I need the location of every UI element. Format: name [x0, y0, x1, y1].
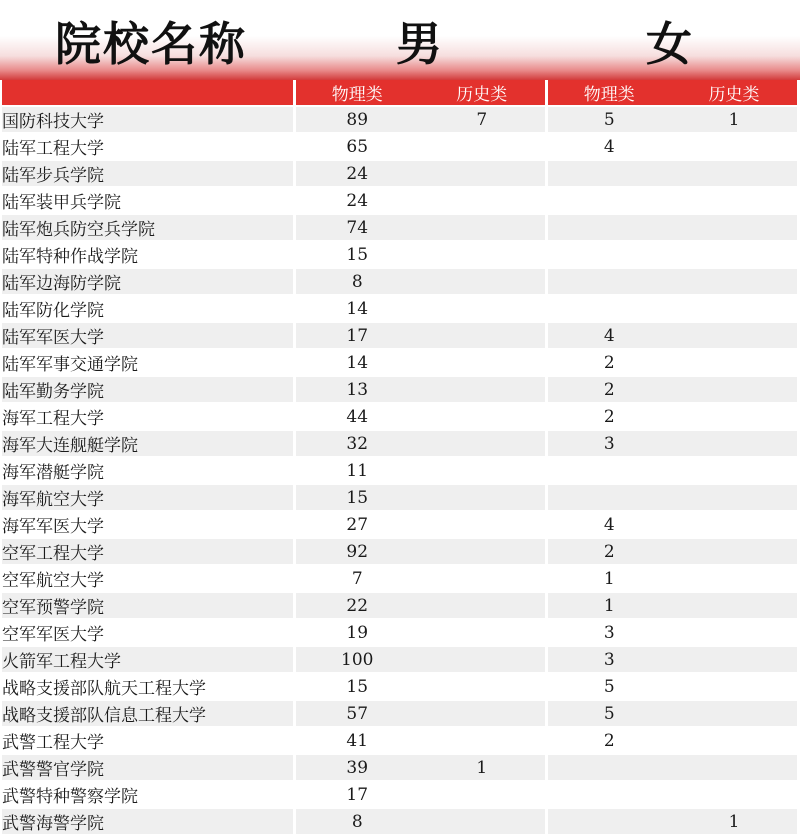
table-row: [2, 781, 797, 808]
female-history-cell: [671, 133, 797, 160]
school-name-cell: 火箭军工程大学: [2, 646, 294, 673]
male-physics-cell: 19: [294, 619, 419, 646]
table-body: [2, 106, 797, 835]
female-history-cell: [671, 214, 797, 241]
female-physics-cell: 1: [546, 592, 671, 619]
female-physics-cell: [546, 781, 671, 808]
female-physics-cell: 4: [546, 511, 671, 538]
female-physics-cell: 3: [546, 646, 671, 673]
male-history-cell: [419, 592, 546, 619]
female-physics-cell: 1: [546, 565, 671, 592]
table-row: [2, 268, 797, 295]
female-history-cell: [671, 403, 797, 430]
table-row: [2, 538, 797, 565]
male-history-cell: [419, 457, 546, 484]
table-row: [2, 349, 797, 376]
male-physics-cell: 14: [294, 295, 419, 322]
male-physics-cell: 13: [294, 376, 419, 403]
male-history-cell: [419, 295, 546, 322]
male-history-cell: [419, 646, 546, 673]
male-physics-cell: 15: [294, 241, 419, 268]
school-name-cell: 武警警官学院: [2, 754, 294, 781]
table-row: [2, 511, 797, 538]
female-history-cell: [671, 160, 797, 187]
female-physics-cell: 5: [546, 700, 671, 727]
table-row: [2, 295, 797, 322]
female-history-cell: [671, 565, 797, 592]
school-name-cell: 陆军边海防学院: [2, 268, 294, 295]
male-history-cell: [419, 538, 546, 565]
female-physics-cell: 4: [546, 322, 671, 349]
male-history-cell: [419, 484, 546, 511]
female-history-cell: [671, 673, 797, 700]
school-name-cell: 空军航空大学: [2, 565, 294, 592]
title-banner: [0, 0, 800, 80]
female-history-cell: [671, 727, 797, 754]
female-physics-cell: [546, 268, 671, 295]
male-history-cell: [419, 727, 546, 754]
female-history-cell: [671, 781, 797, 808]
school-name-cell: 武警工程大学: [2, 727, 294, 754]
male-physics-cell: 92: [294, 538, 419, 565]
table-row: [2, 160, 797, 187]
male-history-cell: 1: [419, 754, 546, 781]
male-physics-cell: 57: [294, 700, 419, 727]
male-history-cell: [419, 619, 546, 646]
female-history-cell: [671, 754, 797, 781]
male-history-cell: [419, 808, 546, 835]
female-history-cell: 1: [671, 808, 797, 835]
school-name-cell: 陆军炮兵防空兵学院: [2, 214, 294, 241]
school-name-cell: 陆军工程大学: [2, 133, 294, 160]
male-physics-cell: 7: [294, 565, 419, 592]
school-name-cell: 陆军防化学院: [2, 295, 294, 322]
subheader-row: [2, 80, 797, 106]
female-physics-cell: 2: [546, 376, 671, 403]
female-history-cell: [671, 511, 797, 538]
female-physics-cell: [546, 214, 671, 241]
female-history-cell: [671, 457, 797, 484]
table-row: [2, 376, 797, 403]
school-name-cell: 陆军步兵学院: [2, 160, 294, 187]
female-history-cell: 1: [671, 106, 797, 133]
table-row: [2, 808, 797, 835]
male-history-cell: [419, 376, 546, 403]
school-name-cell: 陆军军事交通学院: [2, 349, 294, 376]
male-physics-cell: 8: [294, 808, 419, 835]
male-physics-cell: 22: [294, 592, 419, 619]
female-history-cell: [671, 700, 797, 727]
male-history-cell: [419, 511, 546, 538]
male-physics-cell: 100: [294, 646, 419, 673]
table-row: [2, 106, 797, 133]
male-heading: 男: [396, 17, 444, 71]
school-name-cell: 武警特种警察学院: [2, 781, 294, 808]
school-name-cell: 陆军特种作战学院: [2, 241, 294, 268]
table-row: [2, 700, 797, 727]
male-physics-cell: 39: [294, 754, 419, 781]
female-physics-cell: 3: [546, 619, 671, 646]
male-history-cell: [419, 700, 546, 727]
male-physics-cell: 44: [294, 403, 419, 430]
female-history-cell: [671, 619, 797, 646]
female-physics-cell: [546, 295, 671, 322]
male-history-cell: [419, 268, 546, 295]
school-name-cell: 陆军勤务学院: [2, 376, 294, 403]
female-physics-cell: 2: [546, 538, 671, 565]
male-physics-cell: 15: [294, 673, 419, 700]
male-physics-cell: 11: [294, 457, 419, 484]
female-history-cell: [671, 268, 797, 295]
school-name-cell: 海军航空大学: [2, 484, 294, 511]
male-history-cell: [419, 673, 546, 700]
table-row: [2, 727, 797, 754]
table-row: [2, 322, 797, 349]
male-physics-cell: 14: [294, 349, 419, 376]
male-history-cell: [419, 187, 546, 214]
female-physics-cell: 2: [546, 349, 671, 376]
female-history-cell: [671, 322, 797, 349]
table-row: [2, 214, 797, 241]
male-physics-cell: 41: [294, 727, 419, 754]
male-history-cell: [419, 781, 546, 808]
table-row: [2, 484, 797, 511]
table-row: [2, 592, 797, 619]
male-history-cell: [419, 349, 546, 376]
female-physics-cell: [546, 754, 671, 781]
male-history-cell: [419, 565, 546, 592]
male-physics-cell: 24: [294, 160, 419, 187]
male-physics-cell: 27: [294, 511, 419, 538]
admission-table: [2, 80, 797, 836]
school-name-cell: 空军预警学院: [2, 592, 294, 619]
female-history-header: 历史类: [671, 80, 797, 106]
table-row: [2, 430, 797, 457]
female-physics-cell: [546, 808, 671, 835]
school-name-cell: 陆军军医大学: [2, 322, 294, 349]
female-physics-cell: 5: [546, 673, 671, 700]
subheader-blank: [2, 80, 294, 106]
female-physics-cell: [546, 457, 671, 484]
male-physics-cell: 89: [294, 106, 419, 133]
female-history-cell: [671, 376, 797, 403]
table-row: [2, 457, 797, 484]
female-history-cell: [671, 646, 797, 673]
male-history-cell: 7: [419, 106, 546, 133]
female-physics-cell: 2: [546, 727, 671, 754]
female-physics-cell: [546, 484, 671, 511]
female-history-cell: [671, 430, 797, 457]
male-history-cell: [419, 160, 546, 187]
table-row: [2, 565, 797, 592]
table-row: [2, 754, 797, 781]
female-history-cell: [671, 187, 797, 214]
school-name-cell: 武警海警学院: [2, 808, 294, 835]
female-physics-cell: [546, 160, 671, 187]
male-history-cell: [419, 241, 546, 268]
female-history-cell: [671, 349, 797, 376]
male-history-cell: [419, 214, 546, 241]
male-history-cell: [419, 133, 546, 160]
male-history-cell: [419, 322, 546, 349]
female-history-cell: [671, 241, 797, 268]
female-physics-header: 物理类: [546, 80, 671, 106]
male-physics-header: 物理类: [294, 80, 419, 106]
female-physics-cell: 5: [546, 106, 671, 133]
school-name-cell: 陆军装甲兵学院: [2, 187, 294, 214]
male-physics-cell: 65: [294, 133, 419, 160]
table-row: [2, 133, 797, 160]
table-row: [2, 646, 797, 673]
school-name-cell: 战略支援部队航天工程大学: [2, 673, 294, 700]
female-history-cell: [671, 538, 797, 565]
school-name-cell: 海军潜艇学院: [2, 457, 294, 484]
female-history-cell: [671, 295, 797, 322]
school-name-cell: 海军大连舰艇学院: [2, 430, 294, 457]
male-physics-cell: 8: [294, 268, 419, 295]
female-history-cell: [671, 592, 797, 619]
table-row: [2, 673, 797, 700]
school-name-cell: 空军军医大学: [2, 619, 294, 646]
table-row: [2, 187, 797, 214]
male-physics-cell: 24: [294, 187, 419, 214]
school-name-cell: 海军军医大学: [2, 511, 294, 538]
school-name-cell: 海军工程大学: [2, 403, 294, 430]
female-physics-cell: [546, 187, 671, 214]
school-name-cell: 国防科技大学: [2, 106, 294, 133]
male-history-header: 历史类: [419, 80, 546, 106]
male-physics-cell: 17: [294, 322, 419, 349]
school-name-heading: 院校名称: [55, 17, 247, 71]
female-physics-cell: [546, 241, 671, 268]
school-name-cell: 空军工程大学: [2, 538, 294, 565]
school-name-cell: 战略支援部队信息工程大学: [2, 700, 294, 727]
female-physics-cell: 3: [546, 430, 671, 457]
female-physics-cell: 2: [546, 403, 671, 430]
table-row: [2, 619, 797, 646]
male-physics-cell: 32: [294, 430, 419, 457]
male-history-cell: [419, 430, 546, 457]
female-history-cell: [671, 484, 797, 511]
male-physics-cell: 74: [294, 214, 419, 241]
male-physics-cell: 17: [294, 781, 419, 808]
male-physics-cell: 15: [294, 484, 419, 511]
table-row: [2, 241, 797, 268]
female-physics-cell: 4: [546, 133, 671, 160]
female-heading: 女: [646, 17, 694, 71]
table-row: [2, 403, 797, 430]
male-history-cell: [419, 403, 546, 430]
